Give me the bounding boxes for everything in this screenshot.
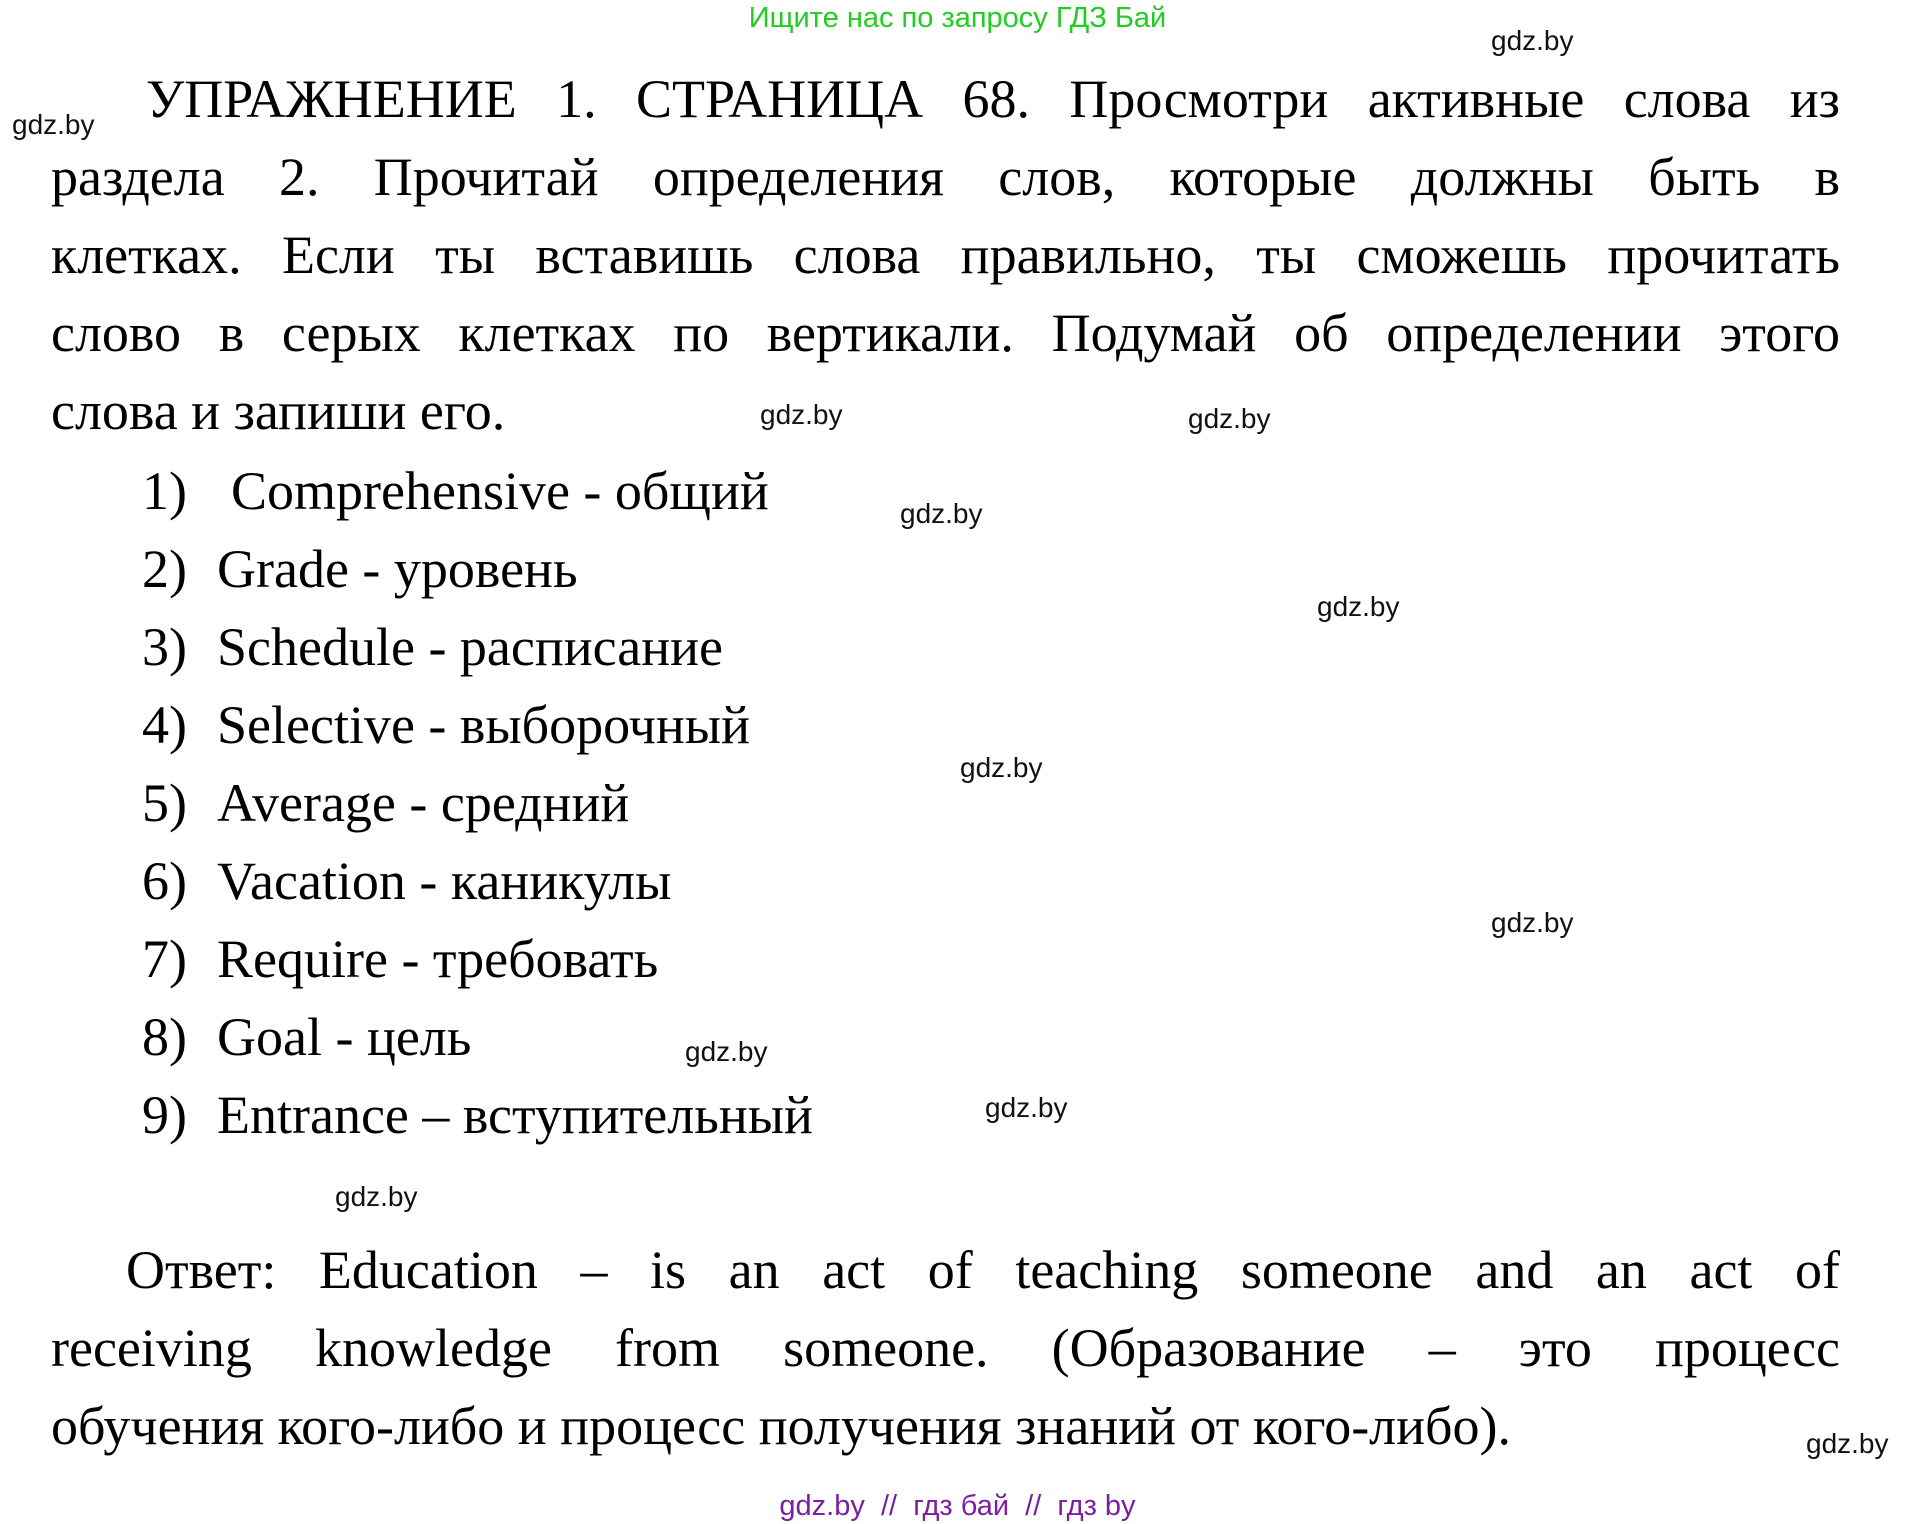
answer-text: [51, 1231, 1840, 1465]
item-text: Grade - уровень: [217, 539, 578, 599]
watermark: gdz.by: [12, 109, 95, 140]
item-number: 8): [142, 1007, 187, 1067]
footer-banner[interactable]: gdz.by // гдз бай // гдз by: [779, 1490, 1136, 1522]
top-banner[interactable]: Ищите нас по запросу ГДЗ Бай: [748, 2, 1167, 34]
watermark: gdz.by: [1188, 403, 1271, 434]
watermark: gdz.by: [900, 498, 983, 529]
watermark: gdz.by: [1806, 1428, 1889, 1459]
item-number: 2): [142, 539, 187, 599]
answer-line: обучения кого-либо и процесс получения знаний от кого-либо).: [51, 1396, 1511, 1456]
list-item: [142, 452, 769, 530]
list-item: [142, 686, 750, 764]
item-number: 5): [142, 773, 187, 833]
answer-line: receiving knowledge from someone. (Образование – это процесс: [51, 1318, 1840, 1378]
item-number: 6): [142, 851, 187, 911]
list-item: [142, 920, 658, 998]
item-number: 7): [142, 929, 187, 989]
task-text: [51, 60, 1840, 450]
list-item: [142, 1076, 813, 1154]
task-line: слова и запиши его.: [51, 381, 506, 441]
item-number: 9): [142, 1085, 187, 1145]
task-line: раздела 2. Прочитай определения слов, которые должны быть в: [51, 147, 1840, 207]
item-text: Selective - выборочный: [217, 695, 750, 755]
list-item: [142, 764, 629, 842]
item-number: 3): [142, 617, 187, 677]
item-text: Schedule - расписание: [217, 617, 724, 677]
list-item: [142, 530, 578, 608]
watermark: gdz.by: [1317, 591, 1400, 622]
task-line: УПРАЖНЕНИЕ 1. СТРАНИЦА 68. Просмотри активные слова из: [146, 69, 1840, 129]
item-text: Vacation - каникулы: [217, 851, 672, 911]
item-text: Require - требовать: [217, 929, 659, 989]
task-line: слово в серых клетках по вертикали. Подумай об определении этого: [51, 303, 1840, 363]
watermark: gdz.by: [760, 399, 843, 430]
item-text: Entrance – вступительный: [217, 1085, 813, 1145]
watermark: gdz.by: [1491, 25, 1574, 56]
task-line: клетках. Если ты вставишь слова правильно, ты сможешь прочитать: [51, 225, 1840, 285]
item-text: Comprehensive - общий: [231, 461, 769, 521]
item-number: 4): [142, 695, 187, 755]
watermark: gdz.by: [1491, 907, 1574, 938]
watermark: gdz.by: [985, 1092, 1068, 1123]
item-number: 1): [142, 461, 187, 521]
watermark: gdz.by: [685, 1036, 768, 1067]
watermark: gdz.by: [335, 1181, 418, 1212]
watermark: gdz.by: [960, 752, 1043, 783]
list-item: [142, 842, 671, 920]
list-item: [142, 998, 471, 1076]
item-text: Goal - цель: [217, 1007, 472, 1067]
list-item: [142, 608, 723, 686]
item-text: Average - средний: [217, 773, 630, 833]
answer-line: Ответ: Education – is an act of teaching someone and an act of: [126, 1240, 1840, 1300]
